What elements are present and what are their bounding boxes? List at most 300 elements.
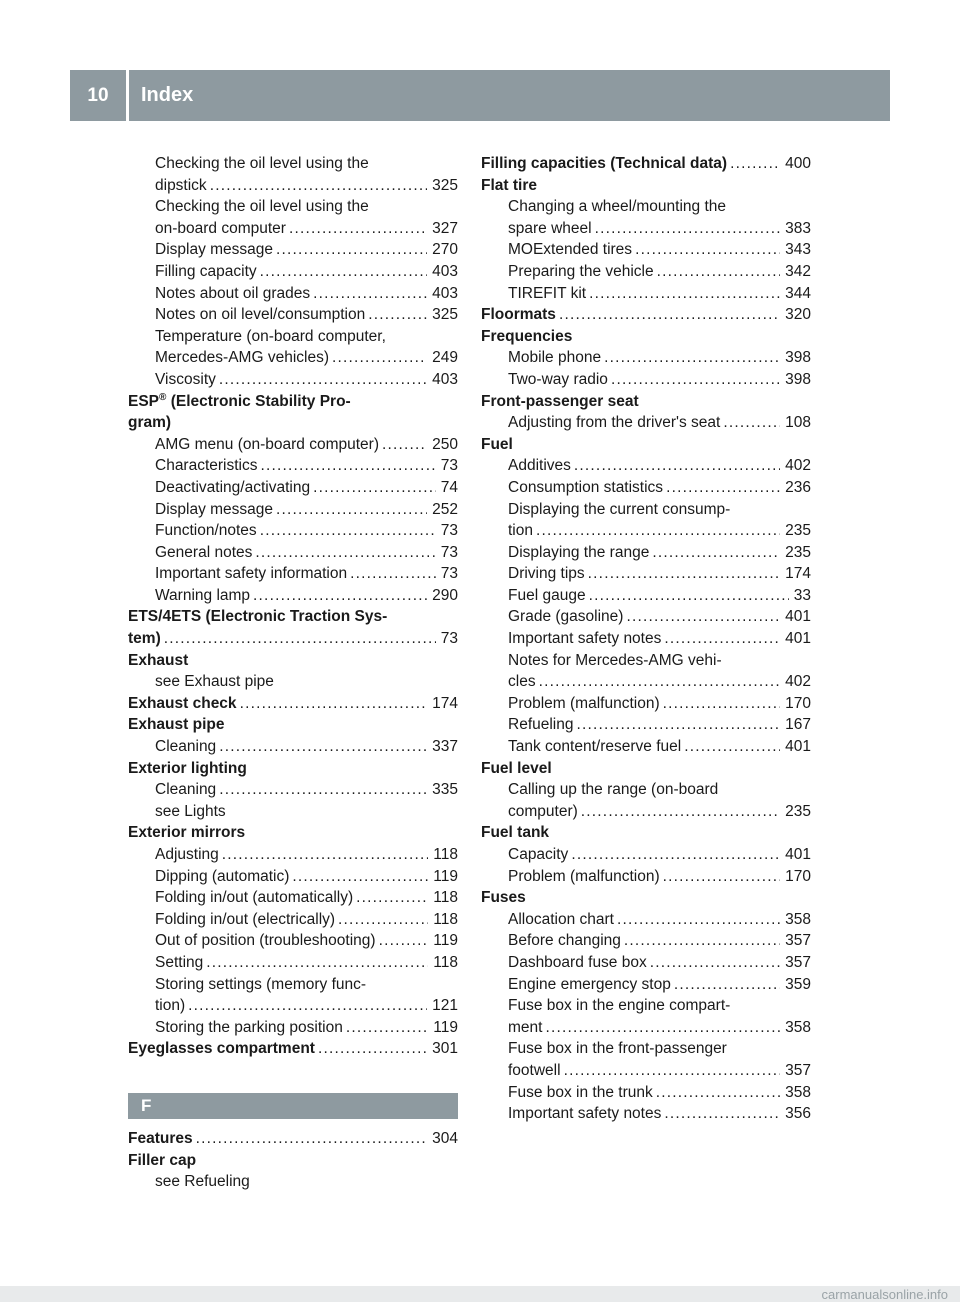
section-spacer [128, 1060, 458, 1082]
page-reference: 358 [785, 910, 811, 928]
leader-dots [664, 628, 780, 650]
leader-dots [581, 801, 780, 823]
index-sub-entry [128, 283, 458, 305]
entry-text: Exterior mirrors [128, 824, 246, 842]
index-sub-entry [481, 909, 811, 931]
entry-text: Cleaning [155, 738, 217, 756]
index-main-entry [128, 758, 458, 780]
index-sub-entry [128, 909, 458, 931]
entry-text: AMG menu (on-board computer) [155, 435, 379, 453]
page-reference: 327 [432, 219, 458, 237]
page-reference: 33 [793, 586, 811, 604]
page-header [70, 70, 890, 121]
leader-dots [164, 628, 436, 650]
section-letter-bar: F [128, 1093, 458, 1119]
entry-text: Two-way radio [508, 370, 608, 388]
page-reference: 235 [785, 522, 811, 540]
entry-group-b [128, 1128, 458, 1193]
leader-dots [723, 412, 780, 434]
index-sub-entry [128, 585, 458, 607]
index-main-entry [128, 391, 458, 413]
entry-text: Flat tire [481, 176, 537, 194]
page-reference: 270 [432, 241, 458, 259]
index-sub-entry [128, 801, 458, 823]
footer-bar [0, 1286, 960, 1302]
entry-text: Dipping (automatic) [155, 867, 290, 885]
leader-dots [382, 434, 427, 456]
entry-text: Notes for Mercedes-AMG vehi- [508, 651, 722, 669]
entry-text: Fuel [481, 435, 513, 453]
index-sub-entry [481, 499, 811, 521]
index-sub-entry [128, 347, 458, 369]
index-main-entry [481, 758, 811, 780]
page-reference: 249 [432, 349, 458, 367]
entry-text: Floormats [481, 306, 556, 324]
entry-text: Exhaust pipe [128, 716, 225, 734]
page-reference: 118 [433, 889, 458, 907]
index-sub-entry [128, 499, 458, 521]
page-reference: 359 [785, 975, 811, 993]
leader-dots [617, 909, 780, 931]
leader-dots [564, 1060, 781, 1082]
leader-dots [650, 952, 780, 974]
leader-dots [611, 369, 780, 391]
entry-text: Features [128, 1129, 193, 1147]
index-sub-entry [481, 650, 811, 672]
leader-dots [574, 455, 780, 477]
page-reference: 119 [433, 932, 458, 950]
index-main-entry [128, 628, 458, 650]
index-sub-entry [128, 671, 458, 693]
page-reference: 236 [785, 478, 811, 496]
leader-dots [313, 283, 427, 305]
index-sub-entry [481, 844, 811, 866]
index-main-entry [128, 1038, 458, 1060]
index-sub-entry [128, 736, 458, 758]
entry-text: tion [508, 522, 533, 540]
page-reference: 304 [432, 1129, 458, 1147]
index-sub-entry [128, 239, 458, 261]
index-sub-entry [128, 974, 458, 996]
entry-group-right [481, 153, 811, 1125]
leader-dots [276, 239, 427, 261]
entry-text: Displaying the range [508, 543, 650, 561]
page-reference: 252 [432, 500, 458, 518]
entry-text: Preparing the vehicle [508, 262, 654, 280]
index-sub-entry [481, 866, 811, 888]
entry-text: Fuel gauge [508, 586, 586, 604]
index-sub-entry [481, 693, 811, 715]
entry-text: Deactivating/activating [155, 478, 311, 496]
entry-text: Filling capacities (Technical data) [481, 155, 728, 172]
page-reference: 170 [785, 694, 811, 712]
page-reference: 121 [432, 997, 458, 1015]
index-sub-entry [481, 628, 811, 650]
entry-group-a [128, 153, 458, 1060]
leader-dots [289, 218, 427, 240]
leader-dots [196, 1128, 428, 1150]
entry-text: Important safety notes [508, 630, 662, 648]
leader-dots [260, 520, 436, 542]
index-sub-entry [128, 866, 458, 888]
index-sub-entry [128, 304, 458, 326]
page-reference: 250 [432, 435, 458, 453]
leader-dots [635, 239, 780, 261]
entry-text: Calling up the range (on-board [508, 781, 719, 799]
index-sub-entry [481, 974, 811, 996]
entry-text: gram) [128, 414, 172, 432]
index-sub-entry [481, 283, 811, 305]
leader-dots [624, 930, 780, 952]
index-sub-entry [481, 1060, 811, 1082]
index-sub-entry [128, 455, 458, 477]
leader-dots [255, 542, 435, 564]
page-reference: 403 [432, 370, 458, 388]
index-sub-entry [481, 196, 811, 218]
entry-text: Eyeglasses compartment [128, 1040, 315, 1058]
entry-text: tem) [128, 630, 161, 648]
index-sub-entry [128, 175, 458, 197]
entry-text: Storing the parking position [155, 1018, 343, 1036]
page-reference: 401 [785, 630, 811, 648]
leader-dots [730, 153, 780, 175]
entry-text: Display message [155, 500, 274, 518]
page-reference: 170 [785, 867, 811, 885]
index-sub-entry [481, 542, 811, 564]
entry-text: ETS/4ETS (Electronic Traction Sys- [128, 608, 388, 626]
index-main-entry [481, 153, 811, 175]
page-reference: 290 [432, 586, 458, 604]
index-main-entry [481, 887, 811, 909]
entry-text: Dashboard fuse box [508, 953, 647, 971]
index-sub-entry [481, 952, 811, 974]
section-title: Index [141, 84, 194, 106]
entry-text: Fuel level [481, 759, 552, 777]
index-sub-entry [481, 714, 811, 736]
index-sub-entry [481, 563, 811, 585]
leader-dots [684, 736, 780, 758]
index-main-entry [481, 175, 811, 197]
leader-dots [657, 261, 781, 283]
leader-dots [188, 995, 427, 1017]
leader-dots [276, 499, 427, 521]
index-sub-entry [481, 1017, 811, 1039]
entry-text: see Refueling [155, 1173, 250, 1191]
page-reference: 342 [785, 262, 811, 280]
page-reference: 235 [785, 802, 811, 820]
entry-text: Checking the oil level using the [155, 198, 369, 216]
entry-text: Folding in/out (automatically) [155, 889, 354, 907]
entry-text: on-board computer [155, 219, 286, 237]
index-sub-entry [128, 1017, 458, 1039]
leader-dots [666, 477, 780, 499]
page-reference: 403 [432, 284, 458, 302]
entry-text: Additives [508, 457, 571, 475]
index-sub-entry [128, 196, 458, 218]
page-reference: 402 [785, 673, 811, 691]
entry-text: Filling capacity [155, 262, 257, 280]
index-sub-entry [481, 671, 811, 693]
entry-text: Cleaning [155, 781, 217, 799]
page-reference: 73 [440, 565, 458, 583]
entry-text: Notes about oil grades [155, 284, 311, 302]
entry-text: computer) [508, 802, 578, 820]
entry-text: Temperature (on-board computer, [155, 327, 386, 345]
leader-dots [674, 974, 780, 996]
index-sub-entry [481, 239, 811, 261]
entry-text: Problem (malfunction) [508, 867, 660, 885]
index-sub-entry [481, 606, 811, 628]
index-sub-entry [481, 930, 811, 952]
entry-text: Grade (gasoline) [508, 608, 624, 626]
page-reference: 73 [440, 457, 458, 475]
index-sub-entry [128, 995, 458, 1017]
entry-text: Display message [155, 241, 274, 259]
entry-text: Mercedes-AMG vehicles) [155, 349, 329, 367]
leader-dots [663, 866, 781, 888]
leader-dots [571, 844, 780, 866]
page-reference: 167 [785, 716, 811, 734]
entry-text: Characteristics [155, 457, 258, 475]
entry-text: Displaying the current consump- [508, 500, 731, 518]
page-reference: 73 [440, 630, 458, 648]
entry-text: Function/notes [155, 522, 257, 540]
header-divider [126, 70, 129, 121]
page-reference: 118 [433, 953, 458, 971]
entry-text: Important safety notes [508, 1105, 662, 1123]
leader-dots [222, 844, 429, 866]
index-main-entry [481, 822, 811, 844]
index-sub-entry [481, 455, 811, 477]
page-number: 10 [87, 84, 109, 106]
page-reference: 400 [785, 155, 811, 172]
entry-text: Capacity [508, 846, 569, 863]
leader-dots [260, 261, 427, 283]
entry-text: ESP® (Electronic Stability Pro- [128, 391, 351, 410]
index-sub-entry [481, 779, 811, 801]
leader-dots [318, 1038, 427, 1060]
index-sub-entry [481, 369, 811, 391]
index-sub-entry [128, 477, 458, 499]
index-sub-entry [481, 261, 811, 283]
index-main-entry [481, 434, 811, 456]
entry-text: dipstick [155, 176, 207, 194]
index-main-entry [128, 822, 458, 844]
entry-text: Fuse box in the engine compart- [508, 997, 731, 1015]
entry-text: Fuel tank [481, 824, 550, 842]
page-reference: 118 [433, 846, 458, 863]
index-sub-entry [128, 563, 458, 585]
leader-dots [589, 585, 789, 607]
leader-dots [219, 779, 427, 801]
leader-dots [350, 563, 436, 585]
index-main-entry [128, 714, 458, 736]
index-column-left [128, 153, 458, 1193]
index-main-entry [481, 326, 811, 348]
page-reference: 398 [785, 370, 811, 388]
entry-text: Warning lamp [155, 586, 251, 604]
page-reference: 337 [432, 738, 458, 756]
page-reference: 325 [432, 176, 458, 194]
entry-text: ment [508, 1018, 543, 1036]
page-reference: 356 [785, 1105, 811, 1123]
leader-dots [368, 304, 427, 326]
page-reference: 73 [440, 522, 458, 540]
page-reference: 118 [433, 910, 458, 928]
entry-text: Engine emergency stop [508, 975, 671, 993]
index-main-entry [128, 650, 458, 672]
leader-dots [595, 218, 781, 240]
index-sub-entry [128, 844, 458, 866]
leader-dots [652, 542, 780, 564]
leader-dots [338, 909, 428, 931]
leader-dots [539, 671, 781, 693]
page-reference: 174 [785, 565, 811, 583]
entry-text: Exterior lighting [128, 759, 247, 777]
index-sub-entry [481, 412, 811, 434]
page-reference: 402 [785, 457, 811, 475]
entry-text: TIREFIT kit [508, 284, 587, 302]
entry-text: Problem (malfunction) [508, 694, 660, 712]
leader-dots [210, 175, 427, 197]
index-sub-entry [128, 779, 458, 801]
page-reference: 325 [432, 306, 458, 324]
entry-text: Setting [155, 953, 204, 971]
entry-text: MOExtended tires [508, 241, 633, 259]
leader-dots [604, 347, 780, 369]
leader-dots [206, 952, 428, 974]
leader-dots [588, 563, 780, 585]
page-reference: 320 [785, 306, 811, 324]
index-sub-entry [128, 369, 458, 391]
index-sub-entry [128, 326, 458, 348]
entry-text: Consumption statistics [508, 478, 664, 496]
entry-text: see Exhaust pipe [155, 673, 274, 691]
index-sub-entry [128, 153, 458, 175]
entry-text: Before changing [508, 932, 621, 950]
entry-text: Folding in/out (electrically) [155, 910, 336, 928]
page-reference: 301 [432, 1040, 458, 1058]
page-reference: 401 [785, 608, 811, 626]
index-sub-entry [481, 520, 811, 542]
leader-dots [332, 347, 427, 369]
index-sub-entry [481, 736, 811, 758]
index-sub-entry [481, 477, 811, 499]
leader-dots [664, 1103, 780, 1125]
entry-text: Out of position (troubleshooting) [155, 932, 376, 950]
entry-text: Fuse box in the trunk [508, 1083, 653, 1101]
entry-text: see Lights [155, 802, 226, 820]
entry-text: Frequencies [481, 327, 573, 345]
entry-text: Checking the oil level using the [155, 155, 369, 172]
entry-text: Driving tips [508, 565, 585, 583]
leader-dots [261, 455, 436, 477]
leader-dots [626, 606, 780, 628]
leader-dots [219, 736, 427, 758]
page-reference: 383 [785, 219, 811, 237]
index-sub-entry [128, 261, 458, 283]
index-sub-entry [481, 585, 811, 607]
entry-text: Adjusting [155, 846, 219, 863]
page-reference: 357 [785, 932, 811, 950]
page-reference: 174 [432, 694, 458, 712]
index-main-entry [481, 304, 811, 326]
entry-text: Fuses [481, 889, 526, 907]
leader-dots [313, 477, 436, 499]
page-reference: 335 [432, 781, 458, 799]
index-main-entry [128, 606, 458, 628]
leader-dots [253, 585, 427, 607]
index-main-entry [481, 391, 811, 413]
index-sub-entry [481, 995, 811, 1017]
leader-dots [379, 930, 429, 952]
entry-text: Important safety information [155, 565, 348, 583]
watermark: carmanualsonline.info [821, 1286, 948, 1302]
index-main-entry [128, 412, 458, 434]
index-sub-entry [128, 887, 458, 909]
index-main-entry [128, 693, 458, 715]
leader-dots [559, 304, 780, 326]
entry-text: footwell [508, 1061, 561, 1079]
entry-text: Fuse box in the front-passenger [508, 1040, 727, 1058]
leader-dots [536, 520, 780, 542]
page-reference: 119 [433, 1018, 458, 1036]
entry-text: Filler cap [128, 1151, 197, 1169]
index-sub-entry [481, 1103, 811, 1125]
entry-text: Notes on oil level/consumption [155, 306, 366, 324]
index-sub-entry [128, 520, 458, 542]
page-reference: 401 [785, 738, 811, 756]
page-reference: 401 [785, 846, 811, 863]
index-sub-entry [128, 952, 458, 974]
index-main-entry [128, 1128, 458, 1150]
page-reference: 398 [785, 349, 811, 367]
entry-text: Front-passenger seat [481, 392, 639, 410]
leader-dots [656, 1082, 780, 1104]
leader-dots [589, 283, 780, 305]
entry-text: spare wheel [508, 219, 592, 237]
index-main-entry [128, 1150, 458, 1172]
page-reference: 235 [785, 543, 811, 561]
leader-dots [346, 1017, 428, 1039]
leader-dots [577, 714, 781, 736]
entry-text: Refueling [508, 716, 574, 734]
index-sub-entry [128, 930, 458, 952]
page-reference: 343 [785, 241, 811, 259]
page-reference: 357 [785, 953, 811, 971]
index-sub-entry [128, 542, 458, 564]
leader-dots [356, 887, 428, 909]
index-sub-entry [128, 1171, 458, 1193]
page-reference: 73 [440, 543, 458, 561]
index-sub-entry [481, 218, 811, 240]
leader-dots [292, 866, 428, 888]
entry-text: General notes [155, 543, 253, 561]
page-reference: 108 [785, 414, 811, 432]
page-reference: 357 [785, 1061, 811, 1079]
leader-dots [545, 1017, 780, 1039]
entry-text: cles [508, 673, 536, 691]
page-reference: 358 [785, 1018, 811, 1036]
index-column-right [481, 153, 811, 1125]
page-reference: 358 [785, 1083, 811, 1101]
leader-dots [219, 369, 427, 391]
entry-text: Storing settings (memory func- [155, 975, 367, 993]
entry-text: Viscosity [155, 370, 216, 388]
page-reference: 119 [433, 867, 458, 885]
entry-text: Mobile phone [508, 349, 602, 367]
leader-dots [240, 693, 428, 715]
